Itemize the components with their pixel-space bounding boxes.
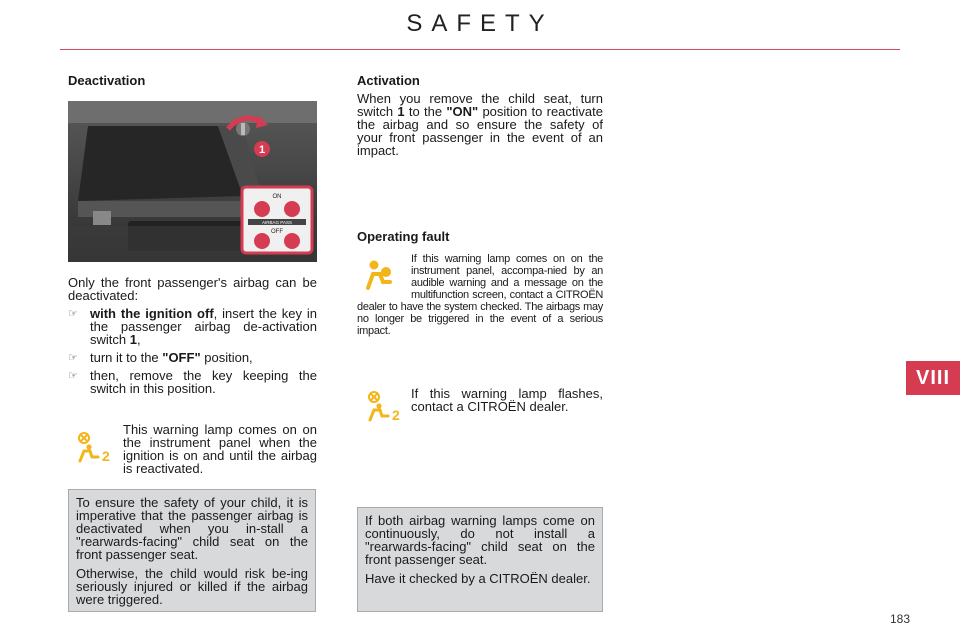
activation-switch-number: 1: [397, 104, 405, 119]
child-safety-text-2: Otherwise, the child would risk be-ing seriously injured or killed if the airbag were triggered.: [76, 566, 308, 607]
operating-fault-body: If this warning lamp comes on on the instrument panel, accompa-nied by an audible warning and a message on the multifunction screen, contact a CITROËN dealer to have the system checked. The airbags may no longer be triggered in the event of a serious impact.: [357, 253, 603, 337]
bullet-item-3: [68, 369, 317, 395]
activation-text-3: position to reactivate the airbag and so ensure the safety of your front passenger in the event of an impact.: [357, 104, 603, 158]
activation-text-2: to the: [408, 104, 443, 119]
ignition-off-strong: with the ignition off: [90, 306, 214, 321]
activation-text: [357, 92, 603, 157]
on-label: ON: [272, 194, 282, 200]
warning-lamp-text: This warning lamp comes on on the instrument panel when the ignition is on and until the airbag is reactivated.: [123, 422, 317, 476]
glovebox-illustration: [68, 101, 317, 262]
header-divider: [60, 49, 900, 50]
airbag-switch-photo: [68, 101, 317, 262]
both-lamps-text-2: Have it checked by a CITROËN dealer.: [365, 571, 591, 586]
bullet-2-pre: turn it to the: [90, 350, 159, 365]
airbag-flashing-icon: [364, 390, 400, 422]
pointing-hand-icon: ☞: [68, 351, 78, 364]
passenger-airbag-off-icon: [74, 431, 110, 463]
switch-label: AIRBAG PASS: [262, 220, 292, 225]
operating-fault-heading: Operating fault: [357, 229, 450, 244]
bullet-item-1: [68, 307, 317, 346]
bullet-2-post: position,: [204, 350, 253, 365]
child-safety-box: [68, 489, 316, 612]
bullet-1-text: , insert the key in the passenger airbag de-activation switch: [90, 306, 317, 347]
icon-spacer: [357, 253, 411, 301]
page-title: SAFETY: [406, 10, 554, 37]
on-strong: "ON": [446, 104, 479, 119]
svg-text:2: 2: [102, 448, 110, 463]
activation-heading: Activation: [357, 73, 420, 88]
pointing-hand-icon: ☞: [68, 369, 78, 382]
deactivation-instructions: [68, 276, 317, 395]
off-label: OFF: [271, 229, 283, 235]
bullet-3-text: then, remove the key keeping the switch in this position.: [90, 368, 317, 396]
section-tab: VIII: [906, 361, 960, 395]
switch-number: 1: [129, 332, 137, 347]
deactivation-heading: Deactivation: [68, 73, 146, 88]
pointing-hand-icon: ☞: [68, 307, 78, 320]
bullet-1-end: ,: [136, 332, 141, 347]
bullet-item-2: [68, 351, 317, 364]
off-strong: "OFF": [162, 350, 201, 365]
svg-text:2: 2: [392, 407, 400, 422]
both-lamps-text-1: If both airbag warning lamps come on continuously, do not install a "rearwards-facing" child seat on the front passenger seat.: [365, 513, 595, 567]
both-lamps-box: [357, 507, 603, 612]
page-number: 183: [890, 612, 911, 626]
deactivation-intro: Only the front passenger's airbag can be deactivated:: [68, 275, 317, 303]
activation-text-1: When you remove the child seat, turn switch: [357, 91, 603, 119]
operating-fault-text: [357, 253, 603, 337]
callout-number: 1: [258, 144, 266, 156]
child-safety-text-1: To ensure the safety of your child, it is imperative that the passenger airbag is deactivated when you in-stall a "rearwards-facing" child seat on the front passenger seat.: [76, 495, 308, 562]
flashing-lamp-text: If this warning lamp flashes, contact a CITROËN dealer.: [411, 386, 603, 414]
